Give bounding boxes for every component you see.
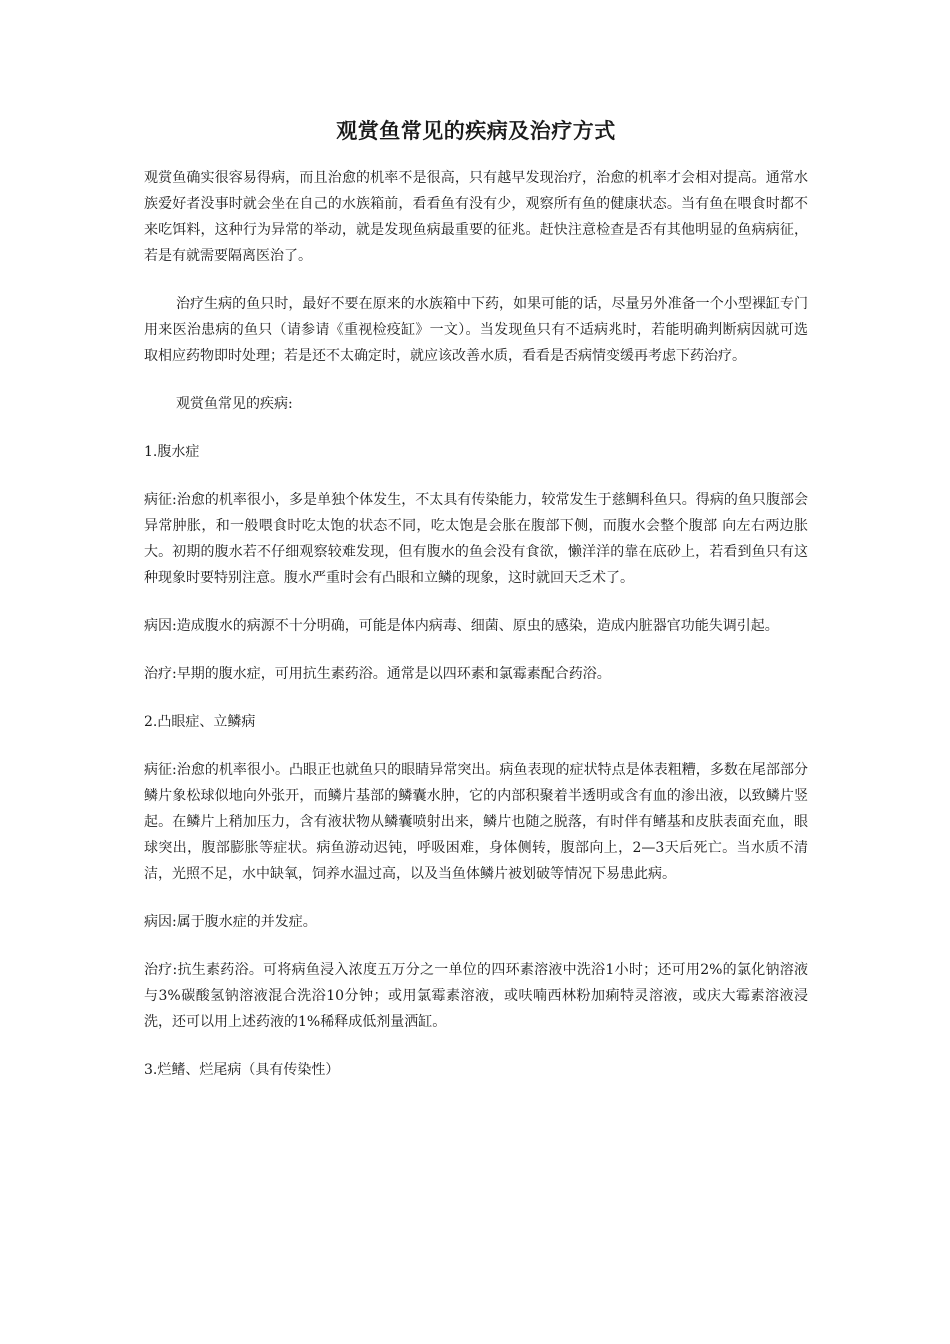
section-heading-ascites: 1.腹水症 (144, 444, 200, 461)
page-title: 观赏鱼常见的疾病及治疗方式 (336, 119, 616, 143)
section-heading-popeye: 2.凸眼症、立鳞病 (144, 714, 256, 731)
treatment-advice-paragraph: 治疗生病的鱼只时，最好不要在原来的水族箱中下药，如果可能的话，尽量另外准备一个小型裸缸专门用来医治患病的鱼只（请参请《重视检疫缸》一文）。当发现鱼只有不适病兆时，若能明确判断病因就可选取相应药物即时处理；若是还不太确定时，就应该改善水质，看看是否病情变缓再考虑下药治疗。 (144, 296, 808, 365)
section-heading-fin-rot: 3.烂鳍、烂尾病（具有传染性） (144, 1062, 340, 1079)
common-diseases-heading: 观赏鱼常见的疾病: (176, 396, 293, 413)
ascites-symptoms: 病征:治愈的机率很小，多是单独个体发生，不太具有传染能力，较常发生于慈鲷科鱼只。得病的鱼只腹部会异常肿胀，和一般喂食时吃太饱的状态不同，吃太饱是会胀在腹部下侧，而腹水会整个腹部 向左右两边胀大。初期的腹水若不仔细观察较难发现，但有腹水的鱼会没有食欲，懒洋洋的靠在底砂上，若看到鱼只有这种现象时要特别注意。腹水严重时会有凸眼和立鳞的现象，这时就回天乏术了。 (144, 492, 808, 587)
popeye-treatment: 治疗:抗生素药浴。可将病鱼浸入浓度五万分之一单位的四环素溶液中洗浴1小时；还可用2%的氯化钠溶液与3%碳酸氢钠溶液混合洗浴10分钟；或用氯霉素溶液，或呋喃西林粉加痢特灵溶液，或庆大霉素溶液浸洗，还可以用上述药液的1%稀释成低剂量洒缸。 (144, 962, 808, 1031)
ascites-treatment: 治疗:早期的腹水症，可用抗生素药浴。通常是以四环素和氯霉素配合药浴。 (144, 666, 611, 683)
intro-paragraph: 观赏鱼确实很容易得病，而且治愈的机率不是很高，只有越早发现治疗，治愈的机率才会相对提高。通常水族爱好者没事时就会坐在自己的水族箱前，看看鱼有没有少，观察所有鱼的健康状态。当有鱼在喂食时都不来吃饵料，这种行为异常的举动，就是发现鱼病最重要的征兆。赶快注意检查是否有其他明显的鱼病病征，若是有就需要隔离医治了。 (144, 170, 808, 265)
popeye-symptoms: 病征:治愈的机率很小。凸眼正也就鱼只的眼睛异常突出。病鱼表现的症状特点是体表粗糟，多数在尾部部分鳞片象松球似地向外张开，而鳞片基部的鳞囊水肿，它的内部积聚着半透明或含有血的渗出液，以致鳞片竖起。在鳞片上稍加压力，含有液状物从鳞囊喷射出来，鳞片也随之脱落，有时伴有鳍基和皮肤表面充血，眼球突出，腹部膨胀等症状。病鱼游动迟钝，呼吸困难，身体侧转，腹部向上，2—3天后死亡。当水质不清洁，光照不足，水中缺氧，饲养水温过高，以及当鱼体鳞片被划破等情况下易患此病。 (144, 762, 808, 883)
document-page (144, 118, 808, 1105)
ascites-cause: 病因:造成腹水的病源不十分明确，可能是体内病毒、细菌、原虫的感染，造成内脏器官功能失调引起。 (144, 618, 779, 635)
popeye-cause: 病因:属于腹水症的并发症。 (144, 914, 317, 931)
